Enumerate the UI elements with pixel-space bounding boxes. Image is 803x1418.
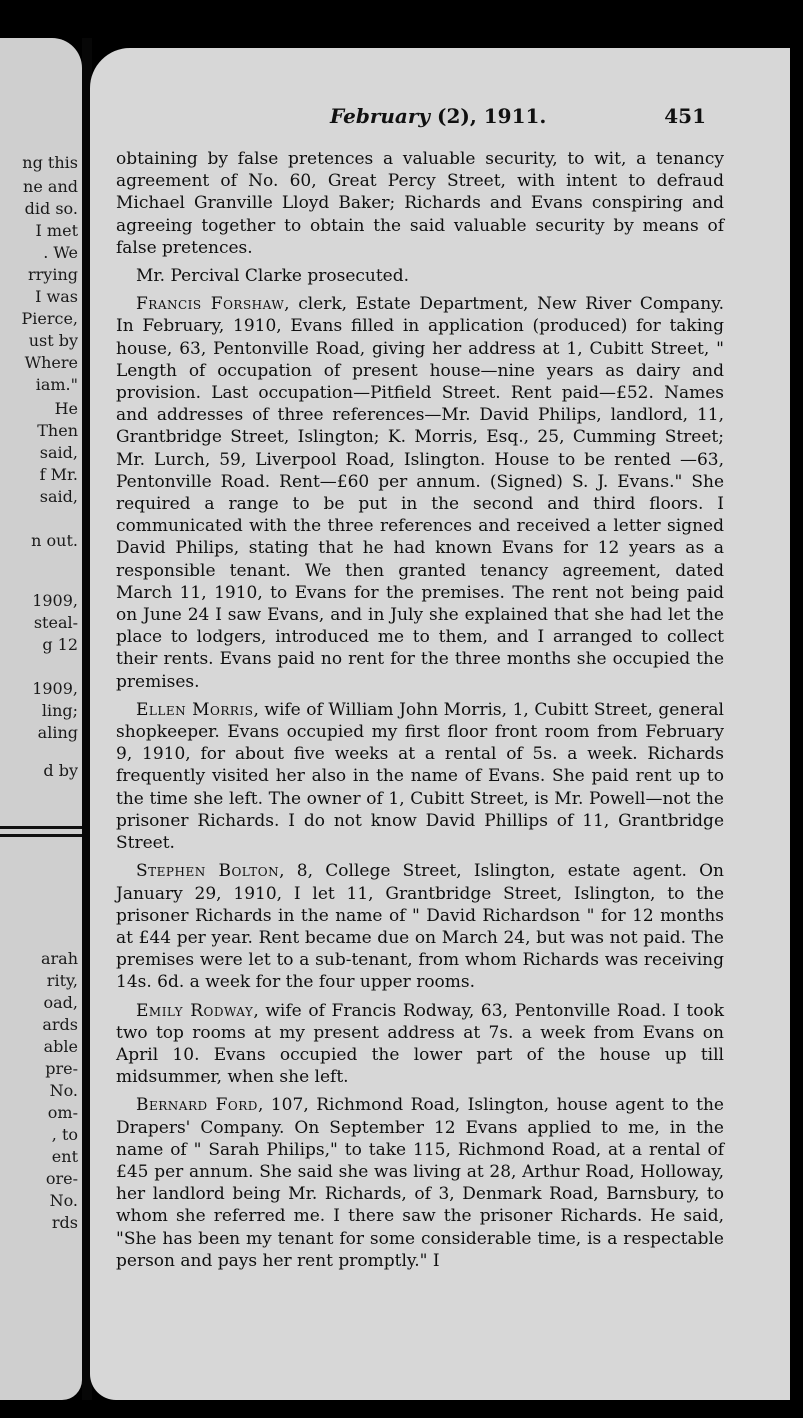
margin-fragment: Then: [37, 421, 78, 440]
margin-fragment: said,: [39, 487, 78, 506]
margin-fragment: ne and: [23, 177, 78, 196]
divider-rule: [0, 834, 82, 837]
paragraph: Mr. Percival Clarke prosecuted.: [136, 266, 410, 287]
margin-fragment: ent: [51, 1147, 78, 1166]
margin-fragment: iam.": [35, 375, 78, 394]
margin-fragment: ling;: [41, 701, 78, 720]
margin-fragment: I met: [35, 221, 78, 240]
margin-fragment: ust by: [28, 331, 78, 350]
witness-paragraph: Bernard Ford, 107, Richmond Road, Islington, house agent to the Drapers' Company. On September 12 Evans applied to me, in the name of " Sarah Philips," to take 115, Richmond Road, at a rental of £45 per annum. She said she was living at 28, Arthur Road, Holloway, her landlord being Mr. Richards, of 3, Denmark Road, Barnsbury, to whom she referred me. I there saw the prisoner Richards. He said, "She has been my tenant for some considerable time, is a respectable person and pays her rent promptly." I: [116, 1095, 724, 1271]
margin-fragment: aling: [37, 723, 78, 742]
margin-fragment: ng this: [22, 153, 78, 172]
margin-fragment: arah: [40, 949, 78, 968]
margin-fragment: He: [54, 399, 78, 418]
margin-fragment: said,: [39, 443, 78, 462]
running-header: [90, 104, 790, 134]
margin-fragment: rds: [51, 1213, 78, 1232]
margin-fragment: 1909,: [32, 679, 78, 698]
margin-fragment: I was: [35, 287, 78, 306]
page-451: [90, 48, 790, 1400]
margin-fragment: f Mr.: [39, 465, 78, 484]
margin-fragment: ore-: [45, 1169, 78, 1188]
divider-rule: [0, 826, 82, 829]
margin-fragment: did so.: [24, 199, 78, 218]
margin-fragment: , to: [51, 1125, 78, 1144]
witness-paragraph: Stephen Bolton, 8, College Street, Islington, estate agent. On January 29, 1910, I let 11, Grantbridge Street, Islington, to the prisoner Richards in the name of " David Richardson " for 12 months at £44 per year. Rent became due on March 24, but was not paid. The premises were let to a sub-tenant, from whom Richards was receiving 14s. 6d. a week for the four upper rooms.: [116, 861, 725, 993]
witness-name: Emily Rodway: [136, 1000, 254, 1021]
margin-fragment: n out.: [31, 531, 78, 550]
margin-fragment: rrying: [28, 265, 78, 284]
witness-name: Bernard Ford: [136, 1095, 258, 1116]
header-date: February (2), 1911.: [330, 104, 547, 128]
witness-name: Stephen Bolton: [136, 861, 280, 882]
margin-fragment: d by: [43, 761, 78, 780]
margin-fragment: 1909,: [32, 591, 78, 610]
margin-fragment: Pierce,: [21, 309, 78, 328]
margin-fragment: No.: [49, 1191, 78, 1210]
witness-name: Ellen Morris: [136, 699, 254, 720]
margin-fragment: g 12: [42, 635, 78, 654]
witness-paragraph: Ellen Morris, wife of William John Morris, 1, Cubitt Street, general shopkeeper. Evans occupied my first floor front room from February 9, 1910, for about five weeks at a rental of 5s. a week. Richards frequently visited her also in the name of Evans. She paid rent up to the time she left. The owner of 1, Cubitt Street, is Mr. Powell—not the prisoner Richards. I do not know David Phillips of 11, Grantbridge Street.: [116, 699, 724, 854]
margin-fragment: om-: [47, 1103, 78, 1122]
margin-fragment: steal-: [33, 613, 78, 632]
margin-fragment: oad,: [43, 993, 78, 1012]
margin-fragment: pre-: [45, 1059, 78, 1078]
margin-fragment: able: [43, 1037, 78, 1056]
margin-fragment: No.: [49, 1081, 78, 1100]
page-body: [116, 148, 724, 1278]
margin-fragment: . We: [43, 243, 78, 262]
witness-name: Francis Forshaw: [136, 294, 285, 315]
page-number: 451: [664, 104, 706, 128]
paragraph: obtaining by false pretences a valuable security, to wit, a tenancy agreement of No. 60, Great Percy Street, with intent to defraud Michael Granville Lloyd Baker; Richards and Evans conspiring and agreeing together to obtain the said valuable security by means of false pretences.: [116, 149, 724, 258]
margin-fragment: rity,: [46, 971, 78, 990]
left-page-edge: [0, 38, 82, 1400]
margin-fragment: Where: [24, 353, 78, 372]
witness-paragraph: Francis Forshaw, clerk, Estate Department, New River Company. In February, 1910, Evans filled in application (produced) for taking house, 63, Pentonville Road, giving her address at 1, Cubitt Street, " Length of occupation of present house—nine years as dairy and provision. Last occupation—Pitfield Street. Rent paid—£52. Names and addresses of three references—Mr. David Philips, landlord, 11, Grantbridge Street, Islington; K. Morris, Esq., 25, Cumming Street; Mr. Lurch, 59, Liverpool Road, Islington. House to be rented —63, Pentonville Road. Rent—£60 per annum. (Signed) S. J. Evans." She required a range to be put in the second and third floors. I communicated with the three references and received a letter signed David Philips, stating that he had known Evans for 12 years as a responsible tenant. We then granted tenancy agreement, dated March 11, 1910, to Evans for the premises. The rent not being paid on June 24 I saw Evans, and in July she explained that she had let the place to lodgers, introduced me to them, and I arranged to collect their rents. Evans paid no rent for the three months she occupied the premises.: [116, 294, 724, 692]
margin-fragment: ards: [42, 1015, 78, 1034]
witness-paragraph: Emily Rodway, wife of Francis Rodway, 63, Pentonville Road. I took two top rooms at my present address at 7s. a week from Evans on April 10. Evans occupied the lower part of the house up till midsummer, when she left.: [116, 1000, 724, 1088]
